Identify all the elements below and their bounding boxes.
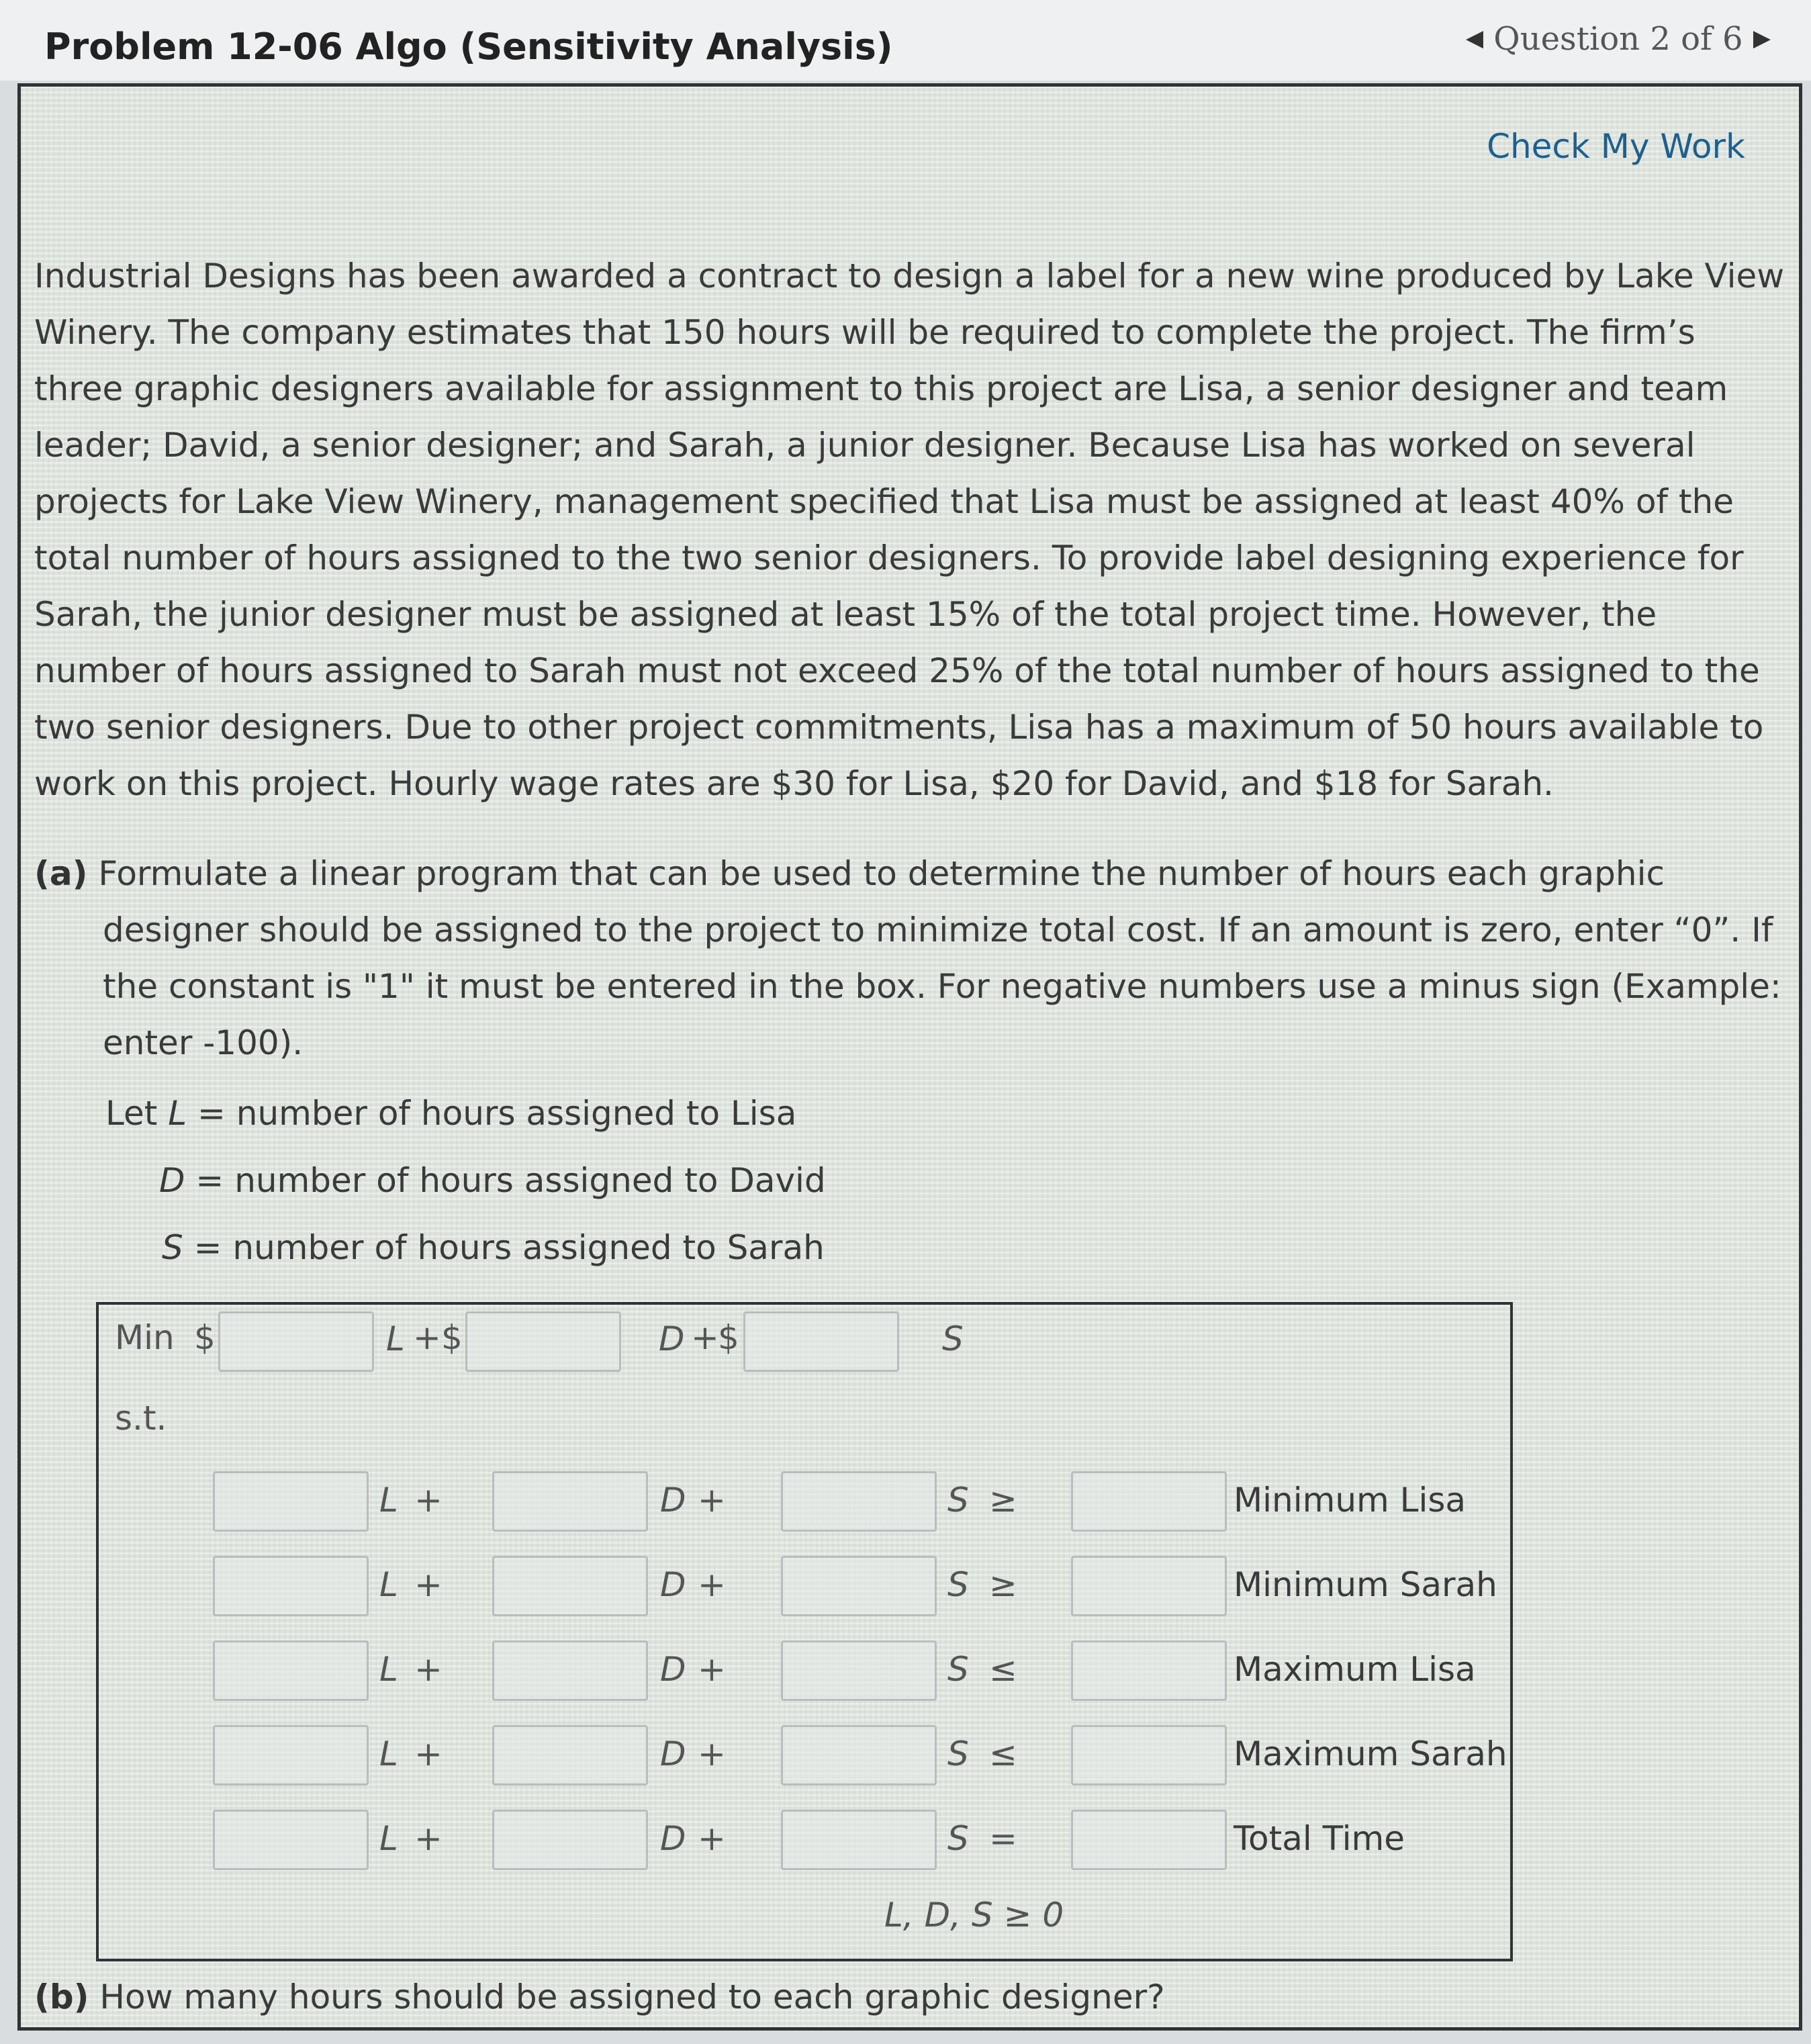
constraint-maximum-lisa-s-input[interactable]: [781, 1640, 937, 1701]
question-navigator: [1466, 20, 1771, 58]
var-d: D: [660, 1565, 686, 1604]
objective-d-coefficient-input[interactable]: [465, 1311, 621, 1372]
relation-sign: ≥: [989, 1481, 1017, 1520]
constraint-minimum-lisa-l-input[interactable]: [213, 1471, 369, 1532]
header-bar: [0, 0, 1811, 81]
plus-sign: +: [698, 1481, 726, 1520]
var-s: S: [947, 1565, 969, 1604]
plus-sign: +: [698, 1819, 726, 1858]
var-d: D: [660, 1650, 686, 1689]
definition-s: S = number of hours assigned to Sarah: [162, 1228, 825, 1267]
constraint-maximum-sarah-rhs-input[interactable]: [1071, 1725, 1227, 1785]
dollar-sign: $: [718, 1318, 739, 1357]
part-a-prompt: [34, 845, 1794, 1071]
var-l: L: [379, 1565, 398, 1604]
constraint-maximum-lisa-rhs-input[interactable]: [1071, 1640, 1227, 1701]
constraint-label-total-time: Total Time: [1234, 1819, 1405, 1858]
var-s: S: [942, 1319, 964, 1358]
var-s: S: [947, 1481, 969, 1520]
constraint-maximum-sarah-s-input[interactable]: [781, 1725, 937, 1785]
definition-l: Let L = number of hours assigned to Lisa: [105, 1094, 797, 1133]
plus-sign: +: [414, 1819, 443, 1858]
nonnegativity-constraint: L, D, S ≥ 0: [884, 1896, 1064, 1935]
constraint-minimum-lisa-rhs-input[interactable]: [1071, 1471, 1227, 1532]
var-l: L: [379, 1734, 398, 1773]
part-b-prompt: [34, 1978, 1165, 2016]
var-s: S: [947, 1819, 969, 1858]
check-my-work-button[interactable]: Check My Work: [1487, 127, 1745, 166]
min-label: Min: [115, 1318, 175, 1357]
var-l: L: [379, 1819, 398, 1858]
constraint-maximum-lisa-d-input[interactable]: [492, 1640, 648, 1701]
objective-s-coefficient-input[interactable]: [743, 1311, 899, 1372]
part-b-label: (b): [34, 1978, 89, 2016]
problem-statement: Industrial Designs has been awarded a contract to design a label for a new wine produced by Lake View Winery. The company estimates that 150 hours will be required to complete the project. The firm’s three graphic designers available for assignment to this project are Lisa, a senior designer and team leader; David, a senior designer; and Sarah, a junior designer. Because Lisa has worked on several projects for Lake View Winery, management specified that Lisa must be assigned at least 40% of the total number of hours assigned to the two senior designers. To provide label designing experience for Sarah, the junior designer must be assigned at least 15% of the total project time. However, the number of hours assigned to Sarah must not exceed 25% of the total number of hours assigned to the two senior designers. Due to other project commitments, Lisa has a maximum of 50 hours available to work on this project. Hourly wage rates are $30 for Lisa, $20 for David, and $18 for Sarah.: [34, 257, 1785, 803]
var-l: L: [379, 1650, 398, 1689]
constraint-total-time-rhs-input[interactable]: [1071, 1810, 1227, 1870]
next-question-icon[interactable]: ▶: [1753, 25, 1771, 52]
var-d: D: [660, 1819, 686, 1858]
plus-sign: +: [698, 1650, 726, 1689]
var-l: L: [386, 1319, 405, 1358]
page-title: Problem 12-06 Algo (Sensitivity Analysis): [44, 26, 893, 68]
constraint-minimum-sarah-rhs-input[interactable]: [1071, 1556, 1227, 1616]
relation-sign: =: [989, 1819, 1017, 1858]
constraint-minimum-sarah-s-input[interactable]: [781, 1556, 937, 1616]
var-s: S: [947, 1734, 969, 1773]
constraint-maximum-sarah-l-input[interactable]: [213, 1725, 369, 1785]
constraint-minimum-sarah-d-input[interactable]: [492, 1556, 648, 1616]
plus-sign: +: [691, 1318, 719, 1357]
constraint-total-time-l-input[interactable]: [213, 1810, 369, 1870]
definition-d: D = number of hours assigned to David: [159, 1161, 826, 1200]
plus-sign: +: [414, 1734, 443, 1773]
linear-program-form: [96, 1302, 1513, 1961]
var-l: L: [379, 1481, 398, 1520]
var-d: D: [660, 1481, 686, 1520]
var-d: D: [660, 1734, 686, 1773]
constraint-maximum-sarah-d-input[interactable]: [492, 1725, 648, 1785]
constraint-label-maximum-sarah: Maximum Sarah: [1234, 1734, 1507, 1773]
question-counter: Question 2 of 6: [1493, 20, 1743, 58]
constraint-minimum-lisa-d-input[interactable]: [492, 1471, 648, 1532]
part-b-text: How many hours should be assigned to each graphic designer?: [99, 1978, 1165, 2016]
question-panel: [17, 83, 1802, 2031]
objective-l-coefficient-input[interactable]: [218, 1311, 374, 1372]
constraint-minimum-lisa-s-input[interactable]: [781, 1471, 937, 1532]
plus-sign: +: [414, 1650, 443, 1689]
relation-sign: ≤: [989, 1734, 1017, 1773]
subject-to-label: s.t.: [115, 1399, 167, 1438]
dollar-sign: $: [194, 1318, 216, 1357]
constraint-total-time-s-input[interactable]: [781, 1810, 937, 1870]
var-d: D: [659, 1319, 685, 1358]
prev-question-icon[interactable]: ◀: [1465, 25, 1484, 52]
constraint-total-time-d-input[interactable]: [492, 1810, 648, 1870]
part-a-label: (a): [34, 854, 88, 893]
part-a-text: Formulate a linear program that can be used to determine the number of hours each graphic designer should be assigned to the project to minimize total cost. If an amount is zero, enter “0”. If the constant is "1" it must be entered in the box. For negative numbers use a minus sign (Example: enter -100).: [98, 854, 1781, 1062]
plus-sign: +: [414, 1481, 443, 1520]
dollar-sign: $: [441, 1318, 463, 1357]
plus-sign: +: [414, 1565, 443, 1604]
constraint-label-maximum-lisa: Maximum Lisa: [1234, 1650, 1476, 1689]
relation-sign: ≥: [989, 1565, 1017, 1604]
constraint-label-minimum-lisa: Minimum Lisa: [1234, 1481, 1467, 1520]
relation-sign: ≤: [989, 1650, 1017, 1689]
constraint-label-minimum-sarah: Minimum Sarah: [1234, 1565, 1497, 1604]
constraint-minimum-sarah-l-input[interactable]: [213, 1556, 369, 1616]
constraint-maximum-lisa-l-input[interactable]: [213, 1640, 369, 1701]
var-s: S: [947, 1650, 969, 1689]
plus-sign: +: [413, 1318, 441, 1357]
plus-sign: +: [698, 1565, 726, 1604]
plus-sign: +: [698, 1734, 726, 1773]
